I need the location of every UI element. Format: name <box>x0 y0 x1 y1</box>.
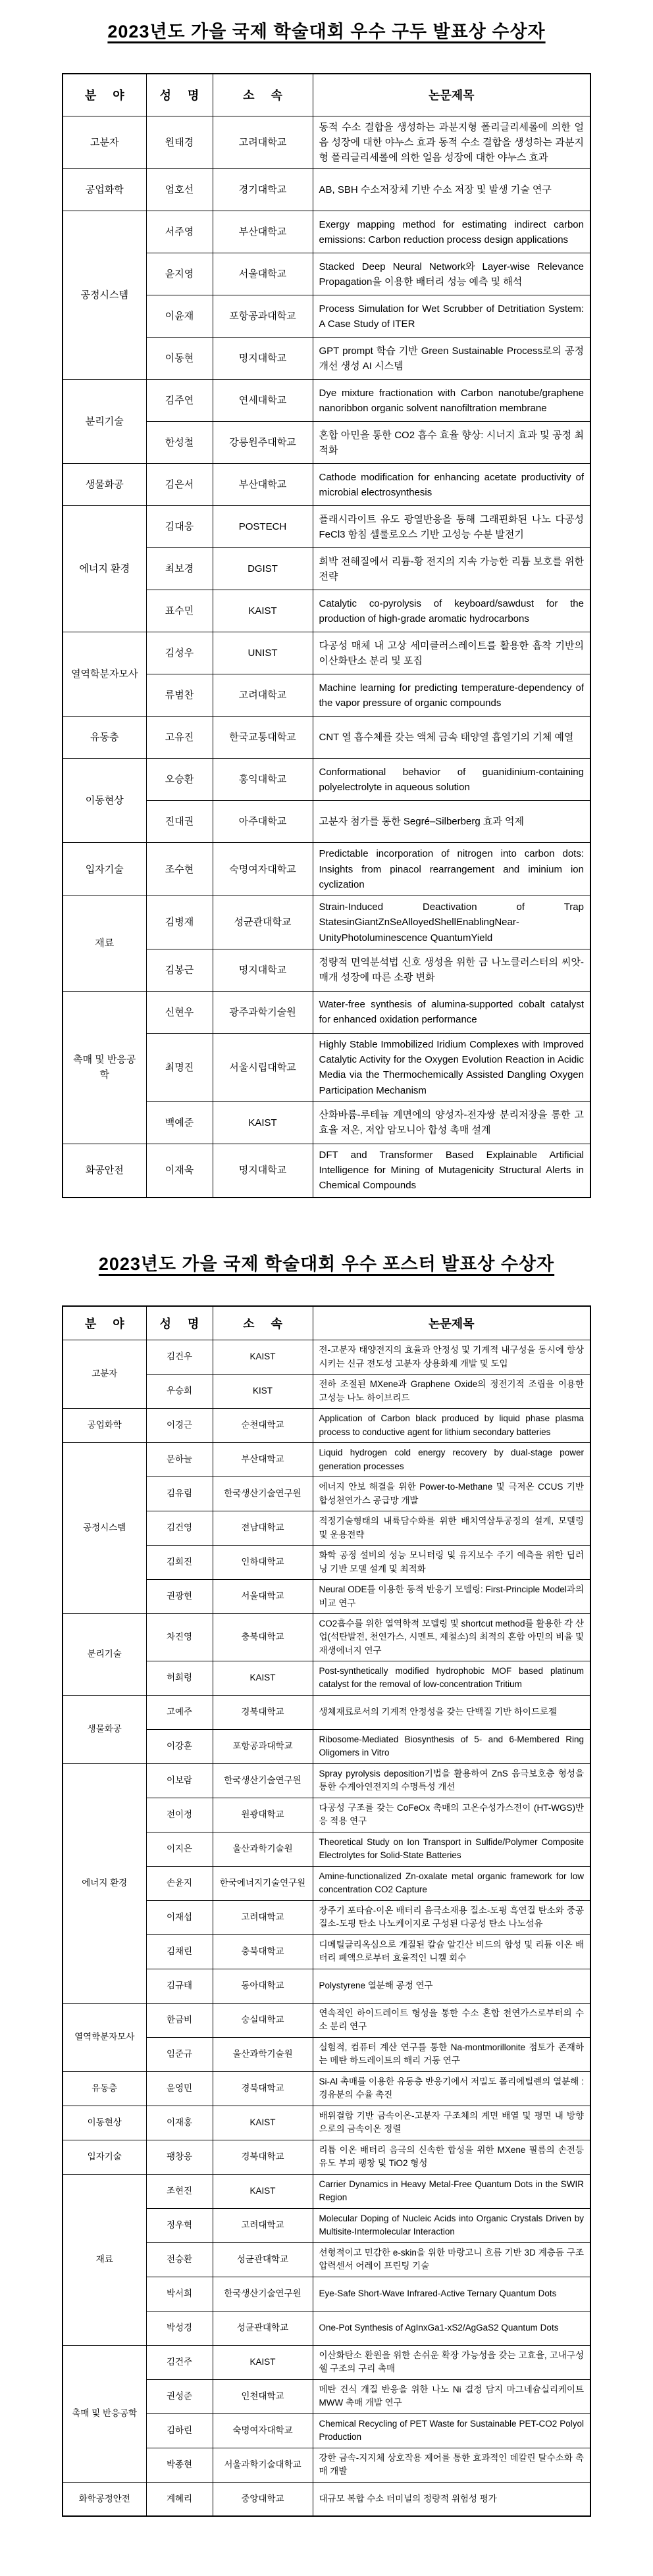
paper-title-cell: 화학 공정 설비의 성능 모니터링 및 유지보수 주기 예측을 위한 딥러닝 기반 모델 설계 및 최적화 <box>313 1546 590 1580</box>
paper-title-cell: 혼합 아민을 통한 CO2 흡수 효율 향상: 시너지 효과 및 공정 최적화 <box>313 422 590 464</box>
oral-awards-table <box>62 73 591 1198</box>
table-row <box>63 506 590 548</box>
name-cell: 원태경 <box>146 116 213 169</box>
affiliation-cell: DGIST <box>213 548 313 590</box>
name-cell: 이지은 <box>146 1832 213 1866</box>
table-row <box>63 211 590 253</box>
affiliation-cell: 서울과학기술대학교 <box>213 2448 313 2482</box>
name-cell: 이재욱 <box>146 1144 213 1197</box>
name-cell: 김은서 <box>146 464 213 506</box>
name-cell: 이강훈 <box>146 1729 213 1763</box>
field-cell: 재료 <box>63 896 146 992</box>
paper-title-cell: Carrier Dynamics in Heavy Metal-Free Quantum Dots in the SWIR Region <box>313 2174 590 2208</box>
field-cell: 화학공정안전 <box>63 2482 146 2516</box>
name-cell: 전승환 <box>146 2242 213 2277</box>
name-cell: 박종현 <box>146 2448 213 2482</box>
table-row <box>63 2003 590 2037</box>
table-header-row <box>63 74 590 116</box>
name-cell: 정우혁 <box>146 2208 213 2242</box>
paper-title-cell: Catalytic co-pyrolysis of keyboard/sawdust for the production of high-grade aromatic hydrocarbons <box>313 590 590 632</box>
field-cell: 촉매 및 반응공학 <box>63 2345 146 2482</box>
affiliation-cell: 한국교통대학교 <box>213 717 313 759</box>
name-cell: 고유진 <box>146 717 213 759</box>
name-cell: 팽창응 <box>146 2140 213 2174</box>
table-row <box>63 1144 590 1197</box>
affiliation-cell: 명지대학교 <box>213 338 313 380</box>
affiliation-cell: 한국생산기술연구원 <box>213 1477 313 1511</box>
paper-title-cell: 전-고분자 태양전지의 효율과 안정성 및 기계적 내구성을 동시에 향상시키는 신규 전도성 고분자 상용화제 개발 및 도입 <box>313 1340 590 1375</box>
table-row <box>63 1695 590 1729</box>
affiliation-cell: KAIST <box>213 2174 313 2208</box>
field-cell: 생물화공 <box>63 1695 146 1763</box>
affiliation-cell: 울산과학기술원 <box>213 1832 313 1866</box>
affiliation-cell: 고려대학교 <box>213 2208 313 2242</box>
table-header-row <box>63 1306 590 1340</box>
paper-title-cell: Machine learning for predicting temperature-dependency of the vapor pressure of organic compounds <box>313 674 590 717</box>
paper-title-cell: 대규모 복합 수소 터미널의 정량적 위험성 평가 <box>313 2482 590 2516</box>
column-header-name: 성 명 <box>146 1306 213 1340</box>
paper-title-cell: Dye mixture fractionation with Carbon nanotube/graphene nanoribbon organic solvent nanofiltration membrane <box>313 380 590 422</box>
name-cell: 김봉근 <box>146 949 213 991</box>
paper-title-cell: 생체재료로서의 기계적 안정성을 갖는 단백질 기반 하이드로젤 <box>313 1695 590 1729</box>
paper-title-cell: Predictable incorporation of nitrogen into carbon dots: Insights from pinacol rearrangement and iminium ion cyclization <box>313 843 590 896</box>
name-cell: 차진영 <box>146 1614 213 1661</box>
table-row <box>63 2345 590 2379</box>
table-row <box>63 380 590 422</box>
affiliation-cell: 숙명여자대학교 <box>213 2413 313 2448</box>
name-cell: 서주영 <box>146 211 213 253</box>
affiliation-cell: 충북대학교 <box>213 1614 313 1661</box>
name-cell: 박성경 <box>146 2311 213 2345</box>
paper-title-cell: Spray pyrolysis deposition기법을 활용하여 ZnS 음극보호층 형성을 통한 수계아연전지의 수명특성 개선 <box>313 1763 590 1798</box>
name-cell: 표수민 <box>146 590 213 632</box>
field-cell: 열역학분자모사 <box>63 632 146 717</box>
paper-title-cell: Amine-functionalized Zn-oxalate metal organic framework for low concentration CO2 Capture <box>313 1866 590 1900</box>
column-header-paper: 논문제목 <box>313 74 590 116</box>
paper-title-cell: 적정기술형태의 내륙담수화를 위한 배치역삼투공정의 설계, 모델링 및 운용전략 <box>313 1511 590 1546</box>
affiliation-cell: 숙명여자대학교 <box>213 843 313 896</box>
paper-title-cell: 리튬 이온 배터리 음극의 신속한 합성을 위한 MXene 필름의 손전등 유도 부피 팽창 및 TiO2 형성 <box>313 2140 590 2174</box>
paper-title-cell: 정량적 면역분석법 신호 생성을 위한 금 나노클러스터의 씨앗-매개 성장에 따른 소광 변화 <box>313 949 590 991</box>
name-cell: 우승희 <box>146 1375 213 1409</box>
paper-title-cell: 플래시라이트 유도 광열반응을 통해 그래핀화된 나노 다공성 FeCl3 함침 셀룰로오스 기반 고성능 수분 발전기 <box>313 506 590 548</box>
affiliation-cell: 포항공과대학교 <box>213 1729 313 1763</box>
affiliation-cell: 고려대학교 <box>213 1900 313 1934</box>
name-cell: 한성철 <box>146 422 213 464</box>
name-cell: 진대권 <box>146 801 213 843</box>
affiliation-cell: 서울대학교 <box>213 1580 313 1614</box>
affiliation-cell: 성균관대학교 <box>213 896 313 949</box>
affiliation-cell: 고려대학교 <box>213 674 313 717</box>
name-cell: 김하린 <box>146 2413 213 2448</box>
table-row <box>63 717 590 759</box>
affiliation-cell: KAIST <box>213 2106 313 2140</box>
table-row <box>63 632 590 674</box>
table-row <box>63 464 590 506</box>
affiliation-cell: 경북대학교 <box>213 2140 313 2174</box>
paper-title-cell: Stacked Deep Neural Network와 Layer-wise Relevance Propagation을 이용한 배터리 성능 예측 및 해석 <box>313 253 590 295</box>
field-cell: 분리기술 <box>63 380 146 464</box>
name-cell: 임준규 <box>146 2037 213 2071</box>
field-cell: 재료 <box>63 2174 146 2345</box>
affiliation-cell: 원광대학교 <box>213 1798 313 1832</box>
table-row <box>63 2140 590 2174</box>
affiliation-cell: 부산대학교 <box>213 211 313 253</box>
paper-title-cell: Conformational behavior of guanidinium-containing polyelectrolyte in aqueous solution <box>313 759 590 801</box>
field-cell: 공업화학 <box>63 169 146 211</box>
name-cell: 김건영 <box>146 1511 213 1546</box>
affiliation-cell: KAIST <box>213 1661 313 1695</box>
column-header-name: 성 명 <box>146 74 213 116</box>
affiliation-cell: 포항공과대학교 <box>213 295 313 338</box>
column-header-paper: 논문제목 <box>313 1306 590 1340</box>
table-row <box>63 2174 590 2208</box>
name-cell: 엄호선 <box>146 169 213 211</box>
paper-title-cell: Molecular Doping of Nucleic Acids into Organic Crystals Driven by Multisite-Intermolecular Interaction <box>313 2208 590 2242</box>
affiliation-cell: UNIST <box>213 632 313 674</box>
field-cell: 고분자 <box>63 1340 146 1409</box>
name-cell: 윤영민 <box>146 2071 213 2106</box>
paper-title-cell: Water-free synthesis of alumina-supported cobalt catalyst for enhanced oxidation performance <box>313 991 590 1033</box>
name-cell: 김희진 <box>146 1546 213 1580</box>
affiliation-cell: 순천대학교 <box>213 1409 313 1443</box>
affiliation-cell: KAIST <box>213 590 313 632</box>
paper-title-cell: Polystyrene 열분해 공정 연구 <box>313 1969 590 2003</box>
table-row <box>63 1443 590 1477</box>
affiliation-cell: 아주대학교 <box>213 801 313 843</box>
affiliation-cell: 명지대학교 <box>213 949 313 991</box>
table-row <box>63 1409 590 1443</box>
name-cell: 김성우 <box>146 632 213 674</box>
name-cell: 김규태 <box>146 1969 213 2003</box>
paper-title-cell: CNT 열 흡수체를 갖는 액체 금속 태양열 흡열기의 기체 예열 <box>313 717 590 759</box>
field-cell: 화공안전 <box>63 1144 146 1197</box>
paper-title-cell: Process Simulation for Wet Scrubber of Detritiation System: A Case Study of ITER <box>313 295 590 338</box>
name-cell: 김채린 <box>146 1934 213 1969</box>
affiliation-cell: KAIST <box>213 2345 313 2379</box>
affiliation-cell: 경북대학교 <box>213 1695 313 1729</box>
field-cell: 공업화학 <box>63 1409 146 1443</box>
field-cell: 입자기술 <box>63 843 146 896</box>
name-cell: 문하늘 <box>146 1443 213 1477</box>
name-cell: 이윤재 <box>146 295 213 338</box>
field-cell: 생물화공 <box>63 464 146 506</box>
table-row <box>63 116 590 169</box>
paper-title-cell: AB, SBH 수소저장체 기반 수소 저장 및 발생 기술 연구 <box>313 169 590 211</box>
affiliation-cell: 한국에너지기술연구원 <box>213 1866 313 1900</box>
affiliation-cell: 광주과학기술원 <box>213 991 313 1033</box>
column-header-field: 분 야 <box>63 74 146 116</box>
table-row <box>63 2106 590 2140</box>
name-cell: 전이정 <box>146 1798 213 1832</box>
paper-title-cell: GPT prompt 학습 기반 Green Sustainable Process로의 공정 개선 생성 AI 시스템 <box>313 338 590 380</box>
paper-title-cell: 산화바륨-루테늄 계면에의 양성자-전자쌍 분리저장을 통한 고효율 저온, 저압 암모니아 합성 촉매 설계 <box>313 1101 590 1144</box>
table-row <box>63 896 590 949</box>
name-cell: 최명진 <box>146 1033 213 1101</box>
name-cell: 오승환 <box>146 759 213 801</box>
name-cell: 계혜리 <box>146 2482 213 2516</box>
table-row <box>63 2071 590 2106</box>
field-cell: 촉매 및 반응공학 <box>63 991 146 1144</box>
name-cell: 김병재 <box>146 896 213 949</box>
paper-title-cell: Eye-Safe Short-Wave Infrared-Active Ternary Quantum Dots <box>313 2277 590 2311</box>
field-cell: 입자기술 <box>63 2140 146 2174</box>
name-cell: 김건우 <box>146 1340 213 1375</box>
affiliation-cell: KAIST <box>213 1340 313 1375</box>
field-cell: 유동층 <box>63 717 146 759</box>
affiliation-cell: 명지대학교 <box>213 1144 313 1197</box>
name-cell: 허희령 <box>146 1661 213 1695</box>
column-header-affiliation: 소 속 <box>213 74 313 116</box>
paper-title-cell: Liquid hydrogen cold energy recovery by dual-stage power generation processes <box>313 1443 590 1477</box>
paper-title-cell: One-Pot Synthesis of AgInxGa1-xS2/AgGaS2 Quantum Dots <box>313 2311 590 2345</box>
affiliation-cell: 고려대학교 <box>213 116 313 169</box>
field-cell: 이동현상 <box>63 759 146 843</box>
name-cell: 이동현 <box>146 338 213 380</box>
paper-title-cell: Strain-Induced Deactivation of Trap StatesinGiantZnSeAlloyedShellEnablingNear-UnityPhotoluminescence QuantumYield <box>313 896 590 949</box>
name-cell: 고예주 <box>146 1695 213 1729</box>
affiliation-cell: 서울시립대학교 <box>213 1033 313 1101</box>
table-row <box>63 759 590 801</box>
paper-title-cell: Theoretical Study on Ion Transport in Sulfide/Polymer Composite Electrolytes for Solid-State Batteries <box>313 1832 590 1866</box>
field-cell: 에너지 환경 <box>63 1763 146 2003</box>
field-cell: 열역학분자모사 <box>63 2003 146 2071</box>
paper-title-cell: 배위결합 기반 금속이온-고분자 구조체의 계면 배열 및 평면 내 방향으로의 금속이온 정렬 <box>313 2106 590 2140</box>
affiliation-cell: 전남대학교 <box>213 1511 313 1546</box>
affiliation-cell: 연세대학교 <box>213 380 313 422</box>
name-cell: 윤지영 <box>146 253 213 295</box>
field-cell: 고분자 <box>63 116 146 169</box>
paper-title-cell: 에너지 안보 해결을 위한 Power-to-Methane 및 극저온 CCUS 기반 합성천연가스 공급망 개발 <box>313 1477 590 1511</box>
table-row <box>63 843 590 896</box>
affiliation-cell: KIST <box>213 1375 313 1409</box>
affiliation-cell: 숭실대학교 <box>213 2003 313 2037</box>
name-cell: 권광현 <box>146 1580 213 1614</box>
paper-title-cell: 강한 금속-지지체 상호작용 제어를 통한 효과적인 데칼린 탈수소화 촉매 개발 <box>313 2448 590 2482</box>
paper-title-cell: 이산화탄소 환원을 위한 손쉬운 확장 가능성을 갖는 고효율, 고내구성 쉘 구조의 구리 촉매 <box>313 2345 590 2379</box>
name-cell: 조현진 <box>146 2174 213 2208</box>
column-header-affiliation: 소 속 <box>213 1306 313 1340</box>
paper-title-cell: 실험적, 컴퓨터 계산 연구를 통한 Na-montmorillonite 점토가 존재하는 메탄 하드레이트의 해리 거동 연구 <box>313 2037 590 2071</box>
column-header-field: 분 야 <box>63 1306 146 1340</box>
paper-title-cell: Highly Stable Immobilized Iridium Complexes with Improved Catalytic Activity for the Oxygen Evolution Reaction in Acidic Media via the Thermochemically Assisted Dangling Oxygen Participation Mechanism <box>313 1033 590 1101</box>
name-cell: 이재홍 <box>146 2106 213 2140</box>
affiliation-cell: 중앙대학교 <box>213 2482 313 2516</box>
table-row <box>63 1614 590 1661</box>
name-cell: 이경근 <box>146 1409 213 1443</box>
name-cell: 조수현 <box>146 843 213 896</box>
paper-title-cell: 희박 전해질에서 리튬-황 전지의 지속 가능한 리튬 보호를 위한 전략 <box>313 548 590 590</box>
affiliation-cell: KAIST <box>213 1101 313 1144</box>
affiliation-cell: 서울대학교 <box>213 253 313 295</box>
paper-title-cell: 전하 조절된 MXene과 Graphene Oxide의 정전기적 조립을 이용한 고성능 나노 하이브리드 <box>313 1375 590 1409</box>
name-cell: 김대웅 <box>146 506 213 548</box>
paper-title-cell: 디메틸글리옥심으로 개질된 칼슘 알긴산 비드의 합성 및 리튬 이온 배터리 폐액으로부터 효율적인 니켈 회수 <box>313 1934 590 1969</box>
table-row <box>63 1340 590 1375</box>
paper-title-cell: Chemical Recycling of PET Waste for Sustainable PET-CO2 Polyol Production <box>313 2413 590 2448</box>
affiliation-cell: 인천대학교 <box>213 2379 313 2413</box>
paper-title-cell: 연속적인 하이드레이트 형성을 통한 수소 혼합 천연가스로부터의 수소 분리 연구 <box>313 2003 590 2037</box>
paper-title-cell: Neural ODE를 이용한 동적 반응기 모델링: First-Principle Model과의 비교 연구 <box>313 1580 590 1614</box>
table-row <box>63 1763 590 1798</box>
paper-title-cell: 동적 수소 결합을 생성하는 과분지형 폴리글리세롤에 의한 얼음 성장에 대한 야누스 효과 동적 수소 결합을 생성하는 과분지형 폴리글리세롤에 의한 얼음 성장에 대한 야누스 효과 <box>313 116 590 169</box>
affiliation-cell: 한국생산기술연구원 <box>213 1763 313 1798</box>
name-cell: 김건주 <box>146 2345 213 2379</box>
name-cell: 김유림 <box>146 1477 213 1511</box>
field-cell: 공정시스템 <box>63 211 146 380</box>
paper-title-cell: 고분자 첨가를 통한 Segré–Silberberg 효과 억제 <box>313 801 590 843</box>
affiliation-cell: 동아대학교 <box>213 1969 313 2003</box>
paper-title-cell: 다공성 구조를 갖는 CoFeOx 촉매의 고온수성가스전이 (HT-WGS)반응 적용 연구 <box>313 1798 590 1832</box>
name-cell: 한금비 <box>146 2003 213 2037</box>
paper-title-cell: 선형적이고 민감한 e-skin을 위한 마랑고니 흐름 기반 3D 계층돔 구조 압력센서 어레이 프린팅 기술 <box>313 2242 590 2277</box>
table-row <box>63 2482 590 2516</box>
name-cell: 이보람 <box>146 1763 213 1798</box>
field-cell: 분리기술 <box>63 1614 146 1696</box>
field-cell: 에너지 환경 <box>63 506 146 632</box>
paper-title-cell: 장주기 포타슘-이온 배터리 음극소재용 질소-도핑 흑연질 탄소와 중공 질소-도핑 탄소 나노케이지로 구성된 다공성 탄소 나노섬유 <box>313 1900 590 1934</box>
name-cell: 최보경 <box>146 548 213 590</box>
table-row <box>63 991 590 1033</box>
paper-title-cell: 메탄 건식 개질 반응을 위한 나노 Ni 결정 담지 마그네슘실리케이트 MWW 촉매 개발 연구 <box>313 2379 590 2413</box>
paper-title-cell: Si-Al 촉매를 이용한 유동층 반응기에서 저밀도 폴리에틸렌의 열분해 : 경유분의 수율 촉진 <box>313 2071 590 2106</box>
field-cell: 유동층 <box>63 2071 146 2106</box>
paper-title-cell: Post-synthetically modified hydrophobic MOF based platinum catalyst for the removal of low-concentration Tritium <box>313 1661 590 1695</box>
name-cell: 김주연 <box>146 380 213 422</box>
paper-title-cell: Cathode modification for enhancing acetate productivity of microbial electrosynthesis <box>313 464 590 506</box>
paper-title-cell: Ribosome-Mediated Biosynthesis of 5- and 6-Membered Ring Oligomers in Vitro <box>313 1729 590 1763</box>
name-cell: 박서희 <box>146 2277 213 2311</box>
affiliation-cell: 성균관대학교 <box>213 2311 313 2345</box>
paper-title-cell: CO2흡수를 위한 열역학적 모델링 및 shortcut method를 활용한 각 산업(석탄발전, 천연가스, 시멘트, 제철소)의 최적의 혼합 아민의 비율 및 재생에너지 연구 <box>313 1614 590 1661</box>
name-cell: 류범찬 <box>146 674 213 717</box>
name-cell: 백예준 <box>146 1101 213 1144</box>
affiliation-cell: 충북대학교 <box>213 1934 313 1969</box>
name-cell: 손윤지 <box>146 1866 213 1900</box>
affiliation-cell: POSTECH <box>213 506 313 548</box>
oral-awards-title: 2023년도 가을 국제 학술대회 우수 구두 발표상 수상자 <box>107 22 546 41</box>
paper-title-cell: 다공성 매체 내 고상 세미클러스레이트를 활용한 흡착 기반의 이산화탄소 분리 및 포집 <box>313 632 590 674</box>
affiliation-cell: 인하대학교 <box>213 1546 313 1580</box>
poster-awards-title: 2023년도 가을 국제 학술대회 우수 포스터 발표상 수상자 <box>98 1253 555 1274</box>
paper-title-cell: DFT and Transformer Based Explainable Artificial Intelligence for Mining of Mutagenicity Structural Alerts in Chemical Compounds <box>313 1144 590 1197</box>
affiliation-cell: 경기대학교 <box>213 169 313 211</box>
affiliation-cell: 부산대학교 <box>213 1443 313 1477</box>
field-cell: 이동현상 <box>63 2106 146 2140</box>
affiliation-cell: 홍익대학교 <box>213 759 313 801</box>
affiliation-cell: 성균관대학교 <box>213 2242 313 2277</box>
poster-awards-table <box>62 1305 591 2517</box>
affiliation-cell: 경북대학교 <box>213 2071 313 2106</box>
affiliation-cell: 부산대학교 <box>213 464 313 506</box>
affiliation-cell: 한국생산기술연구원 <box>213 2277 313 2311</box>
table-row <box>63 169 590 211</box>
affiliation-cell: 강릉원주대학교 <box>213 422 313 464</box>
paper-title-cell: Application of Carbon black produced by liquid phase plasma process to conductive agent for lithium secondary batteries <box>313 1409 590 1443</box>
field-cell: 공정시스템 <box>63 1443 146 1614</box>
name-cell: 권성준 <box>146 2379 213 2413</box>
paper-title-cell: Exergy mapping method for estimating indirect carbon emissions: Carbon reduction process design applications <box>313 211 590 253</box>
affiliation-cell: 울산과학기술원 <box>213 2037 313 2071</box>
name-cell: 신현우 <box>146 991 213 1033</box>
name-cell: 이재섭 <box>146 1900 213 1934</box>
